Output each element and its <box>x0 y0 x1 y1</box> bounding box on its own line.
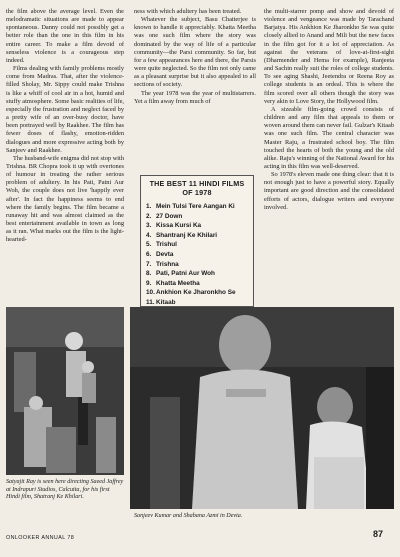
page-number: 87 <box>373 529 384 539</box>
film-rank: 6. <box>146 250 152 258</box>
film-title: Trishna <box>156 260 179 268</box>
film-title: Khatta Meetha <box>156 279 200 287</box>
box-title: THE BEST 11 HINDI FILMS OF 1978 <box>149 179 245 197</box>
film-rank: 5. <box>146 241 152 249</box>
paragraph: Whatever the subject, Basu Chatterjee is known to handle it appreciably. Khatta Meetha was one such film where the story was dominated by the way of life of a particular community—the Parsi community. So far, but for a few appearances here and there, the Parsis were quite neglected. So the film not only came as a pleasant surprise but it also appealed to all sections of society. <box>134 16 256 89</box>
film-list-item <box>146 240 248 250</box>
paragraph: Films dealing with family problems mostly come from Madras. That, after the violence-filled Sholay, Mr. Sippy could make Trishna is like a whiff of cool air in a hot, humid and stuffy atmosphere. Some basic realities of life, especially the frustration and neglect faced by a pretty wife of an over-busy doctor, have been portrayed well by Raakhee. The film has fewer doses of flashy, emotion-ridden dialogues and more expressive acting both by Sanjeev and Raakhee. <box>6 65 124 154</box>
film-title: Shantranj Ke Khilari <box>156 231 218 239</box>
article-column-1 <box>6 8 124 245</box>
photo-satyajit-ray <box>6 307 124 475</box>
film-rank: 2. <box>146 212 152 220</box>
photo-devta <box>130 307 394 509</box>
caption-left: Satyajit Ray is seen here directing Saeed Jaffrey at Indrapuri Studios, Calcutta, for his first Hindi film, Shatranj Ke Khilari. <box>6 479 124 501</box>
film-title: Pati, Patni Aur Woh <box>156 270 215 278</box>
film-title: 27 Down <box>156 212 183 220</box>
film-title: Kissa Kursi Ka <box>156 222 202 230</box>
film-list-item <box>146 231 248 241</box>
film-list-item <box>146 260 248 270</box>
photo-illustration <box>130 307 394 509</box>
paragraph: The husband-wife enigma did not stop with Trishna. BR Chopra took it up with overtones of humour in treating the rather serious problem of adultery. In his Pati, Patni Aur Woh, the couple does not live 'happily ever after'. In fact the happiness seems to end where the family begins. The film became a runaway hit and was almost claimed as the best entertainment available in town as long as it ran. What marks out the film is the light-hearted- <box>6 154 124 244</box>
footer-publication: ONLOOKER ANNUAL 78 <box>6 535 75 541</box>
article-column-3 <box>264 8 394 212</box>
paragraph: The year 1978 was the year of multistarrers. Yet a film away from much of <box>134 89 256 105</box>
paragraph: the multi-starrer pomp and show and devoid of violence and vengeance was made by Tarachand Barjatya. His Ankhion Ke Jharonkho Se was quite closely allied to Anand and Mili but the new faces in the film got for it a lot of appreciation. As against the veterans of love-at-first-sight (Dharmender and Hema for example), Ranjeeta and Sachin really suit the roles of college students. To see aging Shashi, Jeetendra or Reena Roy as college students is an ordeal. This is where the film scored over all others though the story was very akin to Love Story, the Hollywood film. <box>264 8 394 105</box>
film-list-item <box>146 269 248 279</box>
paragraph: So 1978's eleven made one thing clear: that it is not enough just to have a powerful story. Equally important are good direction and the consolidated efforts of actors, dialogue writers and everyone involved. <box>264 171 394 211</box>
film-rank: 9. <box>146 279 152 287</box>
film-title: Ankhion Ke Jharonkho Se <box>156 289 236 297</box>
best-films-box <box>140 175 254 307</box>
caption-right: Sanjeev Kumar and Shabana Azmi in Devta. <box>134 513 243 519</box>
film-rank: 1. <box>146 203 152 210</box>
photo-illustration <box>6 307 124 475</box>
film-title: Devta <box>156 250 174 258</box>
film-title: Trishul <box>156 241 177 249</box>
film-title: Mein Tulsi Tere Aangan Ki <box>156 203 235 210</box>
paragraph: ness with which adultery has been treated. <box>134 8 242 15</box>
film-rank: 7. <box>146 260 152 268</box>
film-rank: 4. <box>146 231 152 239</box>
film-rank: 3. <box>146 222 152 230</box>
film-list-item <box>146 288 248 298</box>
film-list-item <box>146 250 248 260</box>
film-title: Kitaab <box>156 298 176 306</box>
film-rank: 10. <box>146 289 155 297</box>
film-list-item <box>146 279 248 289</box>
article-column-2 <box>134 8 256 106</box>
film-list-item <box>146 212 248 222</box>
film-rank: 11. <box>146 298 155 306</box>
film-list-item <box>146 221 248 231</box>
paragraph: A sizeable film-going crowd consists of children and any film that appeals to them or woven around them can never fail. Gulzar's Kitaab was one such film. The central character was Master Raju, a frustrated school boy. The film touched the hearts of both the young and the old alike. Raju's winning of the National Award for his acting in this film was well-deserved. <box>264 105 394 170</box>
paragraph: the film above the average level. Even the melodramatic situations are made to appear spontaneous. Danny could not possibly get a better role than the one in this film in his entire career. To make a film devoid of senseless violence is a courageous step indeed. <box>6 8 124 64</box>
film-list <box>146 202 248 308</box>
film-rank: 8. <box>146 270 152 278</box>
film-list-item <box>146 202 248 212</box>
